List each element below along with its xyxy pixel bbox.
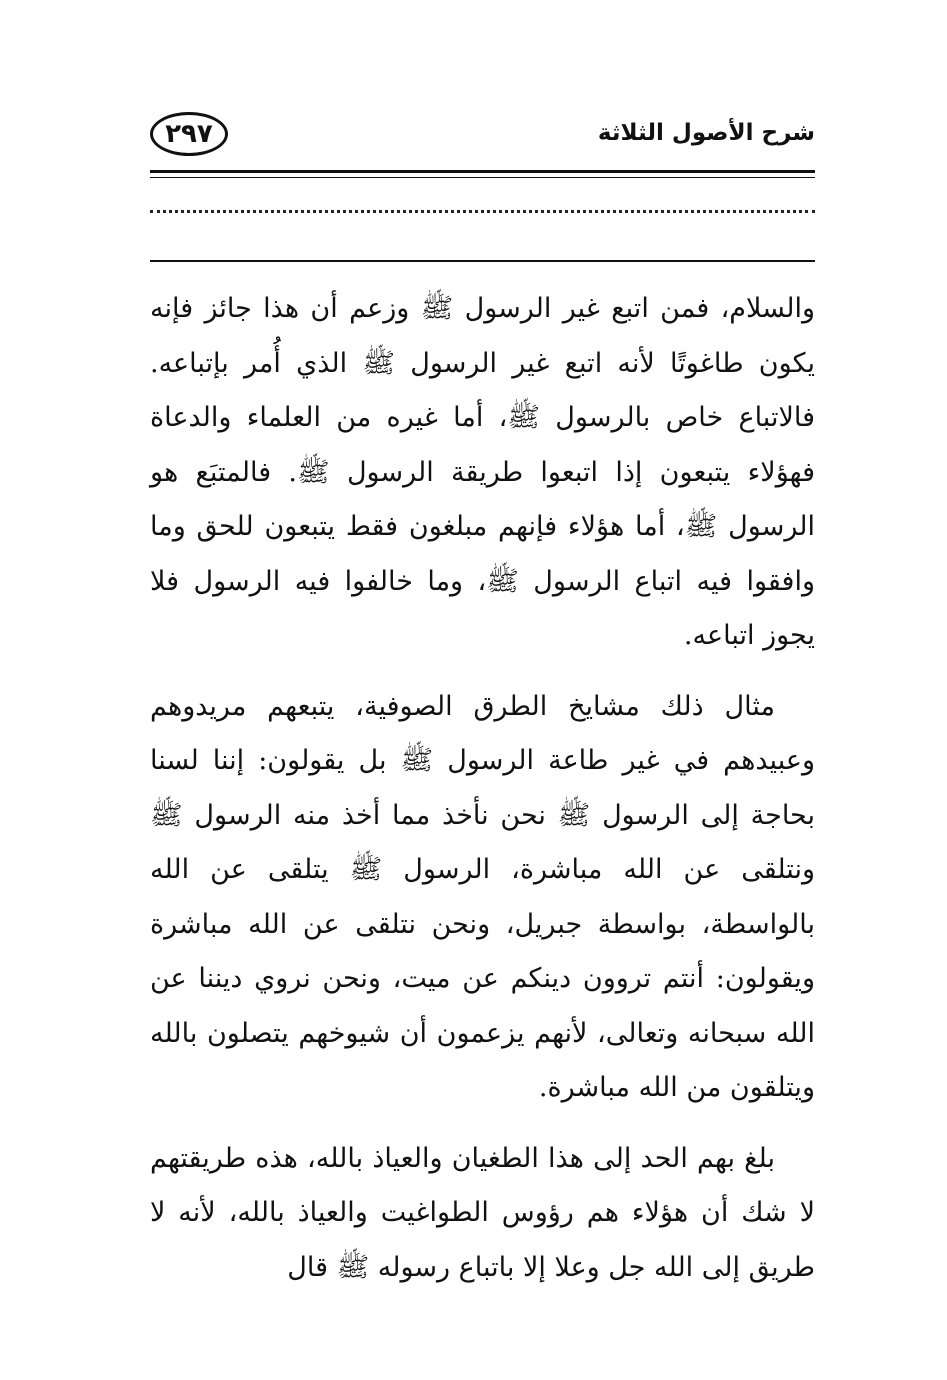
page-number: ٢٩٧ bbox=[150, 112, 228, 156]
body-text bbox=[150, 282, 815, 1295]
section-rule bbox=[150, 260, 815, 262]
page-header bbox=[150, 108, 815, 168]
paragraph-1: والسلام، فمن اتبع غير الرسول ﷺ وزعم أن هذا جائز فإنه يكون طاغوتًا لأنه اتبع غير الرسول ﷺ الذي أُمر بإتباعه. فالاتباع خاص بالرسول ﷺ، أما غيره من العلماء والدعاة فهؤلاء يتبعون إذا اتبعوا طريقة الرسول ﷺ. فالمتبَع هو الرسول ﷺ، أما هؤلاء فإنهم مبلغون فقط يتبعون للحق وما وافقوا فيه اتباع الرسول ﷺ، وما خالفوا فيه الرسول فلا يجوز اتباعه. bbox=[150, 293, 815, 651]
dotted-separator bbox=[150, 210, 815, 243]
paragraph-gap bbox=[150, 1116, 815, 1132]
paragraph-gap bbox=[150, 664, 815, 680]
header-rule-thick bbox=[150, 170, 815, 173]
header-rule-thin bbox=[150, 177, 815, 178]
paragraph-2: مثال ذلك مشايخ الطرق الصوفية، يتبعهم مريدوهم وعبيدهم في غير طاعة الرسول ﷺ بل يقولون: إننا لسنا بحاجة إلى الرسول ﷺ نحن نأخذ مما أخذ منه الرسول ﷺ ونتلقى عن الله مباشرة، الرسول ﷺ يتلقى عن الله بالواسطة، بواسطة جبريل، ونحن نتلقى عن الله مباشرة ويقولون: أنتم تروون دينكم عن ميت، ونحن نروي ديننا عن الله سبحانه وتعالى، لأنهم يزعمون أن شيوخهم يتصلون بالله ويتلقون من الله مباشرة. bbox=[150, 690, 815, 1103]
paragraph-3: بلغ بهم الحد إلى هذا الطغيان والعياذ بالله، هذه طريقتهم لا شك أن هؤلاء هم رؤوس الطواغيت والعياذ بالله، لأنه لا طريق إلى الله جل وعلا إلا باتباع رسوله ﷺ قال bbox=[150, 1142, 815, 1283]
book-title: شرح الأصول الثلاثة bbox=[597, 120, 815, 146]
